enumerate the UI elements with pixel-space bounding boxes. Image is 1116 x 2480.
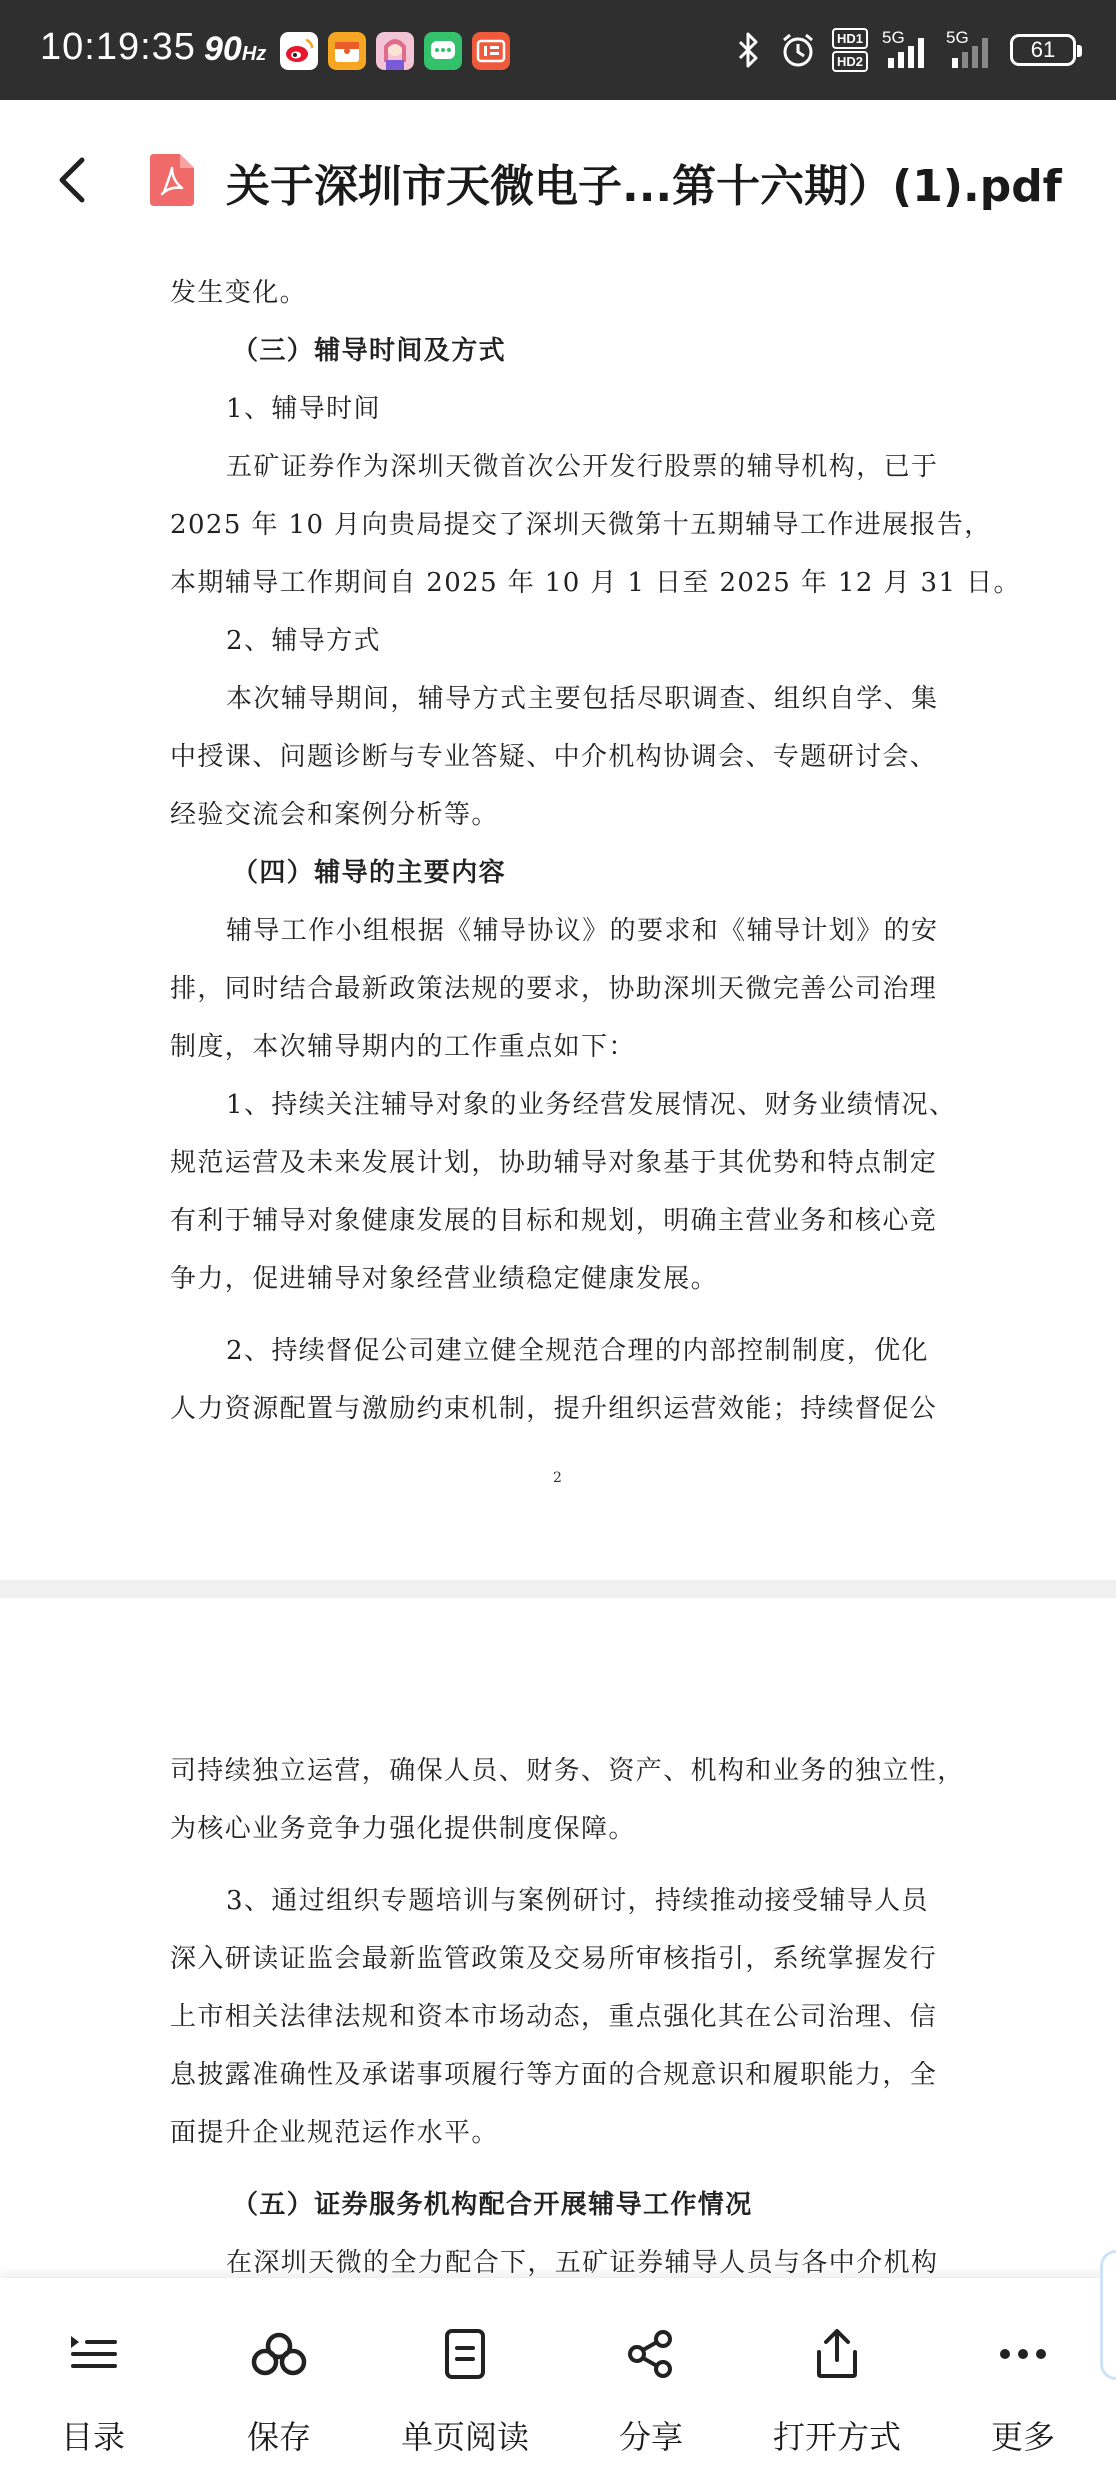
- pdf-file-icon: [150, 154, 194, 206]
- text-line: 2、持续督促公司建立健全规范合理的内部控制制度，优化: [226, 1336, 929, 1366]
- toc-icon: [67, 2332, 119, 2376]
- text-line: 有利于辅导对象健康发展的目标和规划，明确主营业务和核心竞: [170, 1206, 938, 1236]
- signal-1-label: 5G: [882, 28, 905, 47]
- bottom-toolbar: [0, 2278, 1116, 2480]
- refresh-rate: [204, 30, 266, 69]
- page-divider: [0, 1580, 1116, 1598]
- hd2-badge: HD2: [832, 51, 868, 72]
- text-line: 1、持续关注辅导对象的业务经营发展情况、财务业绩情况、: [226, 1090, 957, 1120]
- text-line: 经验交流会和案例分析等。: [170, 800, 499, 830]
- text-line: 规范运营及未来发展计划，协助辅导对象基于其优势和特点制定: [170, 1148, 938, 1178]
- status-bar: [0, 0, 1116, 100]
- toolbar-toc-label: 目录: [60, 2418, 125, 2456]
- text-line: 发生变化。: [170, 278, 308, 308]
- section-heading: （五）证券服务机构配合开展辅导工作情况: [232, 2190, 753, 2220]
- signal-bars-icon: [946, 28, 996, 72]
- status-time: 10:19:35: [40, 26, 196, 68]
- hd1-badge: HD1: [832, 28, 868, 49]
- battery-indicator: [1010, 34, 1076, 66]
- text-line: 本次辅导期间，辅导方式主要包括尽职调查、组织自学、集: [226, 684, 939, 714]
- save-cloud-icon: [249, 2330, 309, 2378]
- back-button[interactable]: [40, 148, 104, 212]
- anime-avatar-icon: [376, 32, 414, 70]
- hd-badge: [832, 28, 868, 72]
- toolbar-single-page-label: 单页阅读: [400, 2418, 529, 2456]
- refresh-rate-value: 90: [204, 30, 242, 68]
- toolbar-more-label: 更多: [990, 2418, 1055, 2456]
- signal-bars-icon: [882, 28, 932, 72]
- text-line: 人力资源配置与激励约束机制，提升组织运营效能；持续督促公: [170, 1394, 938, 1424]
- text-line: 2025 年 10 月向贵局提交了深圳天微第十五期辅导工作进展报告，: [170, 510, 992, 540]
- signal-2-label: 5G: [946, 28, 969, 47]
- pdf-page: [0, 260, 1116, 1580]
- text-line: 为核心业务竞争力强化提供制度保障。: [170, 1814, 636, 1844]
- text-line: 本期辅导工作期间自 2025 年 10 月 1 日至 2025 年 12 月 31 日。: [170, 568, 1021, 598]
- side-edge-handle[interactable]: [1100, 2250, 1116, 2380]
- gift-icon: [328, 32, 366, 70]
- toolbar-save-button[interactable]: [186, 2278, 372, 2480]
- text-line: 2、辅导方式: [226, 626, 381, 656]
- section-heading: （三）辅导时间及方式: [232, 336, 507, 366]
- toolbar-single-page-button[interactable]: [372, 2278, 558, 2480]
- toolbar-open-with-label: 打开方式: [772, 2418, 901, 2456]
- signal-1: [882, 28, 932, 72]
- text-line: 在深圳天微的全力配合下，五矿证券辅导人员与各中介机构: [226, 2248, 939, 2278]
- bluetooth-icon: [734, 30, 764, 70]
- toolbar-share-button[interactable]: [558, 2278, 744, 2480]
- text-line: 争力，促进辅导对象经营业绩稳定健康发展。: [170, 1264, 719, 1294]
- toolbar-open-with-button[interactable]: [744, 2278, 930, 2480]
- text-line: 3、通过组织专题培训与案例研讨，持续推动接受辅导人员: [226, 1886, 929, 1916]
- signal-2: [946, 28, 996, 72]
- text-line: 深入研读证监会最新监管政策及交易所审核指引，系统掌握发行: [170, 1944, 938, 1974]
- document-title: 关于深圳市天微电子...第十六期）(1).pdf: [226, 161, 1062, 212]
- refresh-rate-unit: Hz: [241, 43, 267, 65]
- toolbar-more-button[interactable]: [930, 2278, 1116, 2480]
- weibo-icon: [280, 32, 318, 70]
- share-icon: [625, 2328, 677, 2380]
- title-bar: [0, 100, 1116, 260]
- text-line: 辅导工作小组根据《辅导协议》的要求和《辅导计划》的安: [226, 916, 939, 946]
- text-line: 1、辅导时间: [226, 394, 381, 424]
- back-arrow-icon: [52, 156, 92, 204]
- toolbar-share-label: 分享: [618, 2418, 683, 2456]
- text-line: 上市相关法律法规和资本市场动态，重点强化其在公司治理、信: [170, 2002, 938, 2032]
- text-line: 息披露准确性及承诺事项履行等方面的合规意识和履职能力，全: [170, 2060, 938, 2090]
- listen-icon: [472, 32, 510, 70]
- open-with-icon: [813, 2328, 861, 2380]
- toolbar-save-label: 保存: [246, 2418, 311, 2456]
- text-line: 面提升企业规范运作水平。: [170, 2118, 499, 2148]
- alarm-icon: [778, 30, 818, 70]
- text-line: 制度，本次辅导期内的工作重点如下：: [170, 1032, 636, 1062]
- text-line: 五矿证券作为深圳天微首次公开发行股票的辅导机构，已于: [226, 452, 939, 482]
- page-number: 2: [553, 1470, 562, 1486]
- more-icon: [997, 2346, 1049, 2362]
- text-line: 排，同时结合最新政策法规的要求，协助深圳天微完善公司治理: [170, 974, 938, 1004]
- pdf-page: [0, 1598, 1116, 2278]
- section-heading: （四）辅导的主要内容: [232, 858, 507, 888]
- battery-level: 61: [1030, 37, 1056, 62]
- chat-icon: [424, 32, 462, 70]
- single-page-icon: [443, 2328, 487, 2380]
- text-line: 司持续独立运营，确保人员、财务、资产、机构和业务的独立性，: [170, 1756, 965, 1786]
- toolbar-toc-button[interactable]: [0, 2278, 186, 2480]
- text-line: 中授课、问题诊断与专业答疑、中介机构协调会、专题研讨会、: [170, 742, 938, 772]
- status-indicators: [734, 26, 1076, 74]
